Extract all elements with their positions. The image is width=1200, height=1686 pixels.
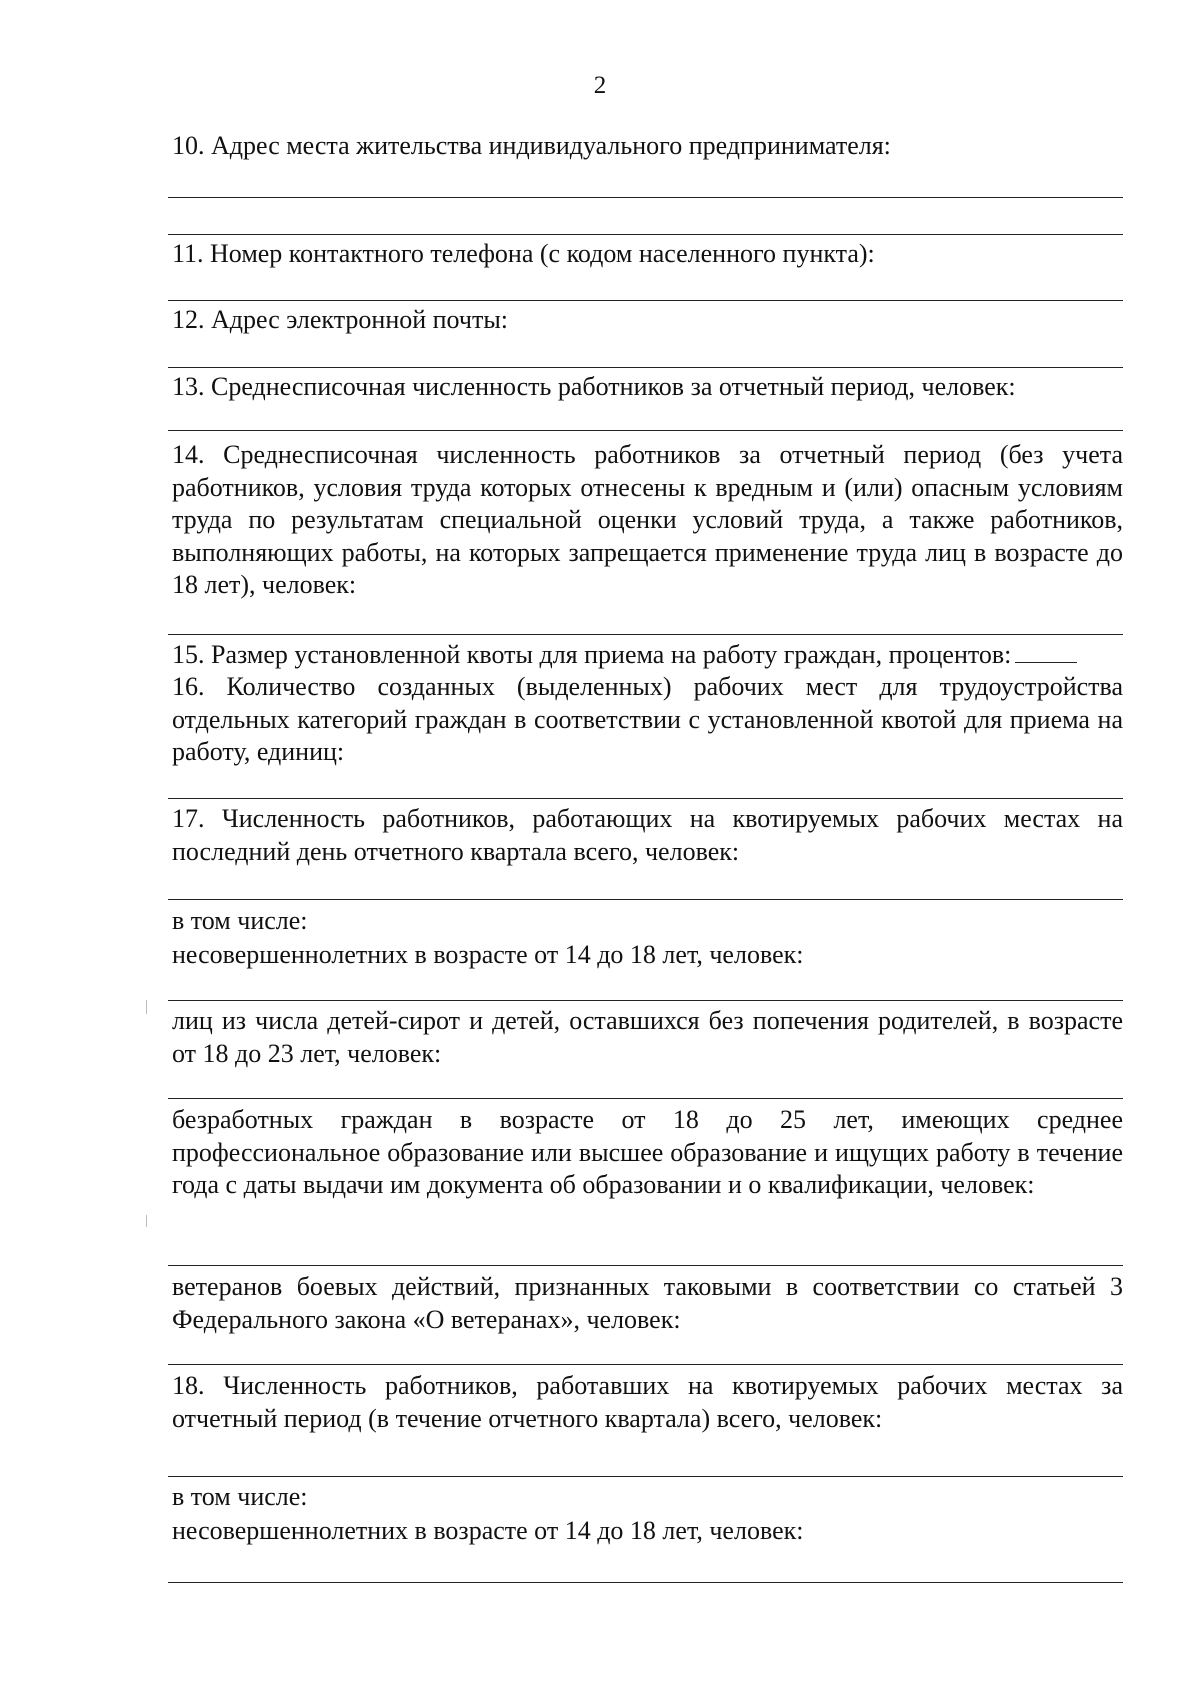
item-15-quota-size — [172, 638, 1123, 672]
item-13-avg-headcount: 13. Среднесписочная численность работников за отчетный период, человек: — [172, 372, 1016, 401]
answer-line-17-veterans[interactable] — [168, 1364, 1123, 1365]
answer-line-17-orphans[interactable] — [168, 1098, 1123, 1099]
item-17-orphans: лиц из числа детей-сирот и детей, оставшихся без попечения родителей, в возрасте от 18 до 23 лет, человек: — [172, 1006, 1123, 1068]
item-17-minors: несовершеннолетних в возрасте от 14 до 18 лет, человек: — [172, 940, 804, 969]
item-18-workers-during-period: 18. Численность работников, работавших на квотируемых рабочих местах за отчетный период (в течение отчетного квартала) всего, человек: — [172, 1371, 1123, 1433]
item-18-minors: несовершеннолетних в возрасте от 14 до 18 лет, человек: — [172, 1516, 804, 1545]
answer-blank-15[interactable] — [1015, 638, 1077, 663]
scan-mark — [146, 1000, 147, 1014]
answer-line-16[interactable] — [168, 798, 1123, 799]
answer-line-10b[interactable] — [168, 234, 1123, 235]
page-number: 2 — [593, 72, 607, 99]
answer-line-18-minors[interactable] — [168, 1582, 1123, 1583]
answer-line-17-unemployed[interactable] — [168, 1265, 1123, 1266]
item-11-phone: 11. Номер контактного телефона (с кодом населенного пункта): — [172, 239, 875, 268]
item-14-avg-headcount-excl: 14. Среднесписочная численность работников за отчетный период (без учета работников, условия труда которых отнесены к вредным и (или) опасным условиям труда по результатам специальной оценки условий труда, а также работников, выполняющих работы, на которых запрещается применение труда лиц в возрасте до 18 лет), человек: — [172, 440, 1123, 599]
answer-line-14[interactable] — [168, 634, 1123, 635]
answer-line-17-minors[interactable] — [168, 1000, 1123, 1001]
answer-line-10a[interactable] — [168, 197, 1123, 198]
item-17-veterans: ветеранов боевых действий, признанных таковыми в соответствии со статьей 3 Федерального закона «О ветеранах», человек: — [172, 1272, 1123, 1334]
answer-line-11[interactable] — [168, 300, 1123, 301]
item-15-label: 15. Размер установленной квоты для приема на работу граждан, процентов: — [172, 640, 1012, 669]
item-18-including: в том числе: — [172, 1482, 308, 1511]
answer-line-17[interactable] — [168, 899, 1123, 900]
item-17-workers-on-quota: 17. Численность работников, работающих на квотируемых рабочих местах на последний день отчетного квартала всего, человек: — [172, 804, 1123, 866]
item-12-email: 12. Адрес электронной почты: — [172, 305, 509, 334]
answer-line-18[interactable] — [168, 1476, 1123, 1477]
answer-line-13[interactable] — [168, 430, 1123, 431]
scan-mark — [146, 1215, 147, 1227]
item-17-including: в том числе: — [172, 906, 308, 935]
item-16-quota-workplaces: 16. Количество созданных (выделенных) рабочих мест для трудоустройства отдельных категорий граждан в соответствии с установленной квотой для приема на работу, единиц: — [172, 672, 1123, 766]
item-17-unemployed: безработных граждан в возрасте от 18 до 25 лет, имеющих среднее профессиональное образование или высшее образование и ищущих работу в течение года с даты выдачи им документа об образовании и о квалификации, человек: — [172, 1105, 1123, 1199]
answer-line-12[interactable] — [168, 367, 1123, 368]
item-10-residence-address: 10. Адрес места жительства индивидуального предпринимателя: — [172, 131, 891, 160]
